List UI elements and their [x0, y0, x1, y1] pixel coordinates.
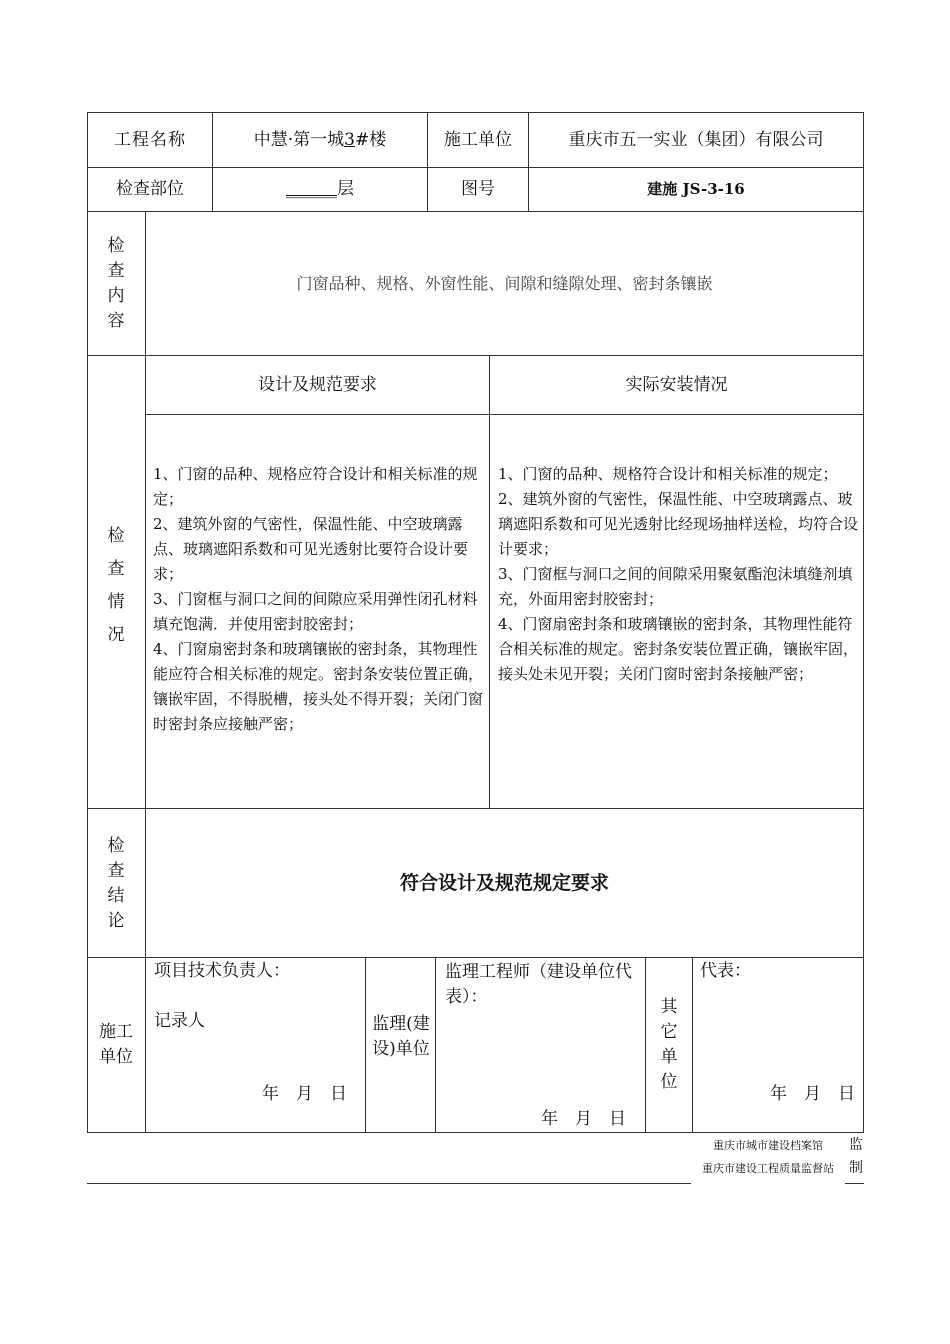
- supervisor-label: 监理工程师（建设单位代表）：: [445, 962, 632, 1007]
- quality-suffix: 制: [849, 1160, 863, 1176]
- col-line-sig-2: [435, 957, 436, 1133]
- drawing-no-value: 建施 JS-3-16: [647, 180, 745, 198]
- inspect-situation-label: 检查情况: [107, 526, 125, 645]
- row-line-6: [87, 957, 864, 958]
- row-line-5: [87, 808, 864, 809]
- representative-label: 代表：: [700, 961, 751, 981]
- inspect-location-blank: ______: [286, 179, 337, 199]
- project-name-value: [213, 113, 427, 167]
- project-name-num: 3: [344, 129, 355, 150]
- col-line-sig-1: [365, 957, 366, 1133]
- conclusion-label: 检查结论: [107, 836, 125, 931]
- other-unit-date: 年 月 日: [770, 1084, 855, 1104]
- inspect-location-value: [213, 168, 427, 211]
- col-line-mid: [489, 355, 490, 808]
- design-column-header: 设计及规范要求: [258, 374, 377, 395]
- col-line-sig-3: [645, 957, 646, 1133]
- footer-rule: [87, 1183, 691, 1184]
- tech-leader-label: 项目技术负责人：: [154, 961, 290, 981]
- inspect-content-label: 检查内容: [107, 236, 125, 331]
- drawing-no-label: 图号: [461, 179, 495, 199]
- project-name-label: 工程名称: [114, 129, 186, 150]
- footer-rule-short: [845, 1183, 864, 1184]
- actual-column-header: 实际安装情况: [625, 374, 728, 395]
- col-line-sig-4: [692, 957, 693, 1133]
- archive-name: 重庆市城市建设档案馆: [713, 1139, 823, 1152]
- construction-unit-sig-label: 施工单位: [99, 1022, 133, 1067]
- inspect-location-suffix: 层: [337, 179, 354, 199]
- construction-date: 年 月 日: [262, 1084, 347, 1104]
- conclusion-text: 符合设计及规范规定要求: [399, 871, 609, 894]
- inspect-location-label: 检查部位: [116, 179, 184, 199]
- actual-installation-text: 1、门窗的品种、规格符合设计和相关标准的规定； 2、建筑外窗的气密性，保温性能、中空玻璃露点、玻璃遮阳系数和可见光透射比经现场抽样送检，均符合设计要求； 3、门窗框与洞口之间的间隙采用聚氨酯泡沫填缝剂填充，外面用密封胶密封； 4、门窗扇密封条和玻璃镶嵌的密封条，其物理性能符合相关标准的规定。密封条安装位置正确，镶嵌牢固，接头处未见开裂；关闭门窗时密封条接触严密；: [498, 465, 859, 683]
- archive-suffix: 监: [849, 1137, 863, 1153]
- other-unit-label: 其它单位: [660, 997, 678, 1092]
- design-requirements-text: 1、门窗的品种、规格应符合设计和相关标准的规定； 2、建筑外窗的气密性，保温性能、中空玻璃露点、玻璃遮阳系数和可见光透射比要符合设计要求； 3、门窗框与洞口之间的间隙应采用弹性闭孔材料填充饱满．并使用密封胶密封； 4、门窗扇密封条和玻璃镶嵌的密封条，其物理性能应符合相关标准的规定。密封条安装位置正确，镶嵌牢固，不得脱槽，接头处不得开裂；关闭门窗时密封条应接触严密；: [153, 465, 484, 733]
- supervision-date: 年 月 日: [541, 1109, 626, 1129]
- project-name-pre: 中慧·第一城: [253, 129, 345, 150]
- construction-unit-value: 重庆市五一实业（集团）有限公司: [568, 129, 824, 150]
- quality-station-name: 重庆市建设工程质量监督站: [702, 1162, 834, 1175]
- supervision-unit-label: 监理(建设)单位: [372, 1014, 430, 1059]
- construction-unit-label: 施工单位: [444, 129, 512, 150]
- recorder-label: 记录人: [154, 1011, 205, 1031]
- inspect-content-text: 门窗品种、规格、外窗性能、间隙和缝隙处理、密封条镶嵌: [296, 273, 713, 293]
- project-name-post: #楼: [354, 129, 387, 150]
- row-line-4: [145, 414, 864, 415]
